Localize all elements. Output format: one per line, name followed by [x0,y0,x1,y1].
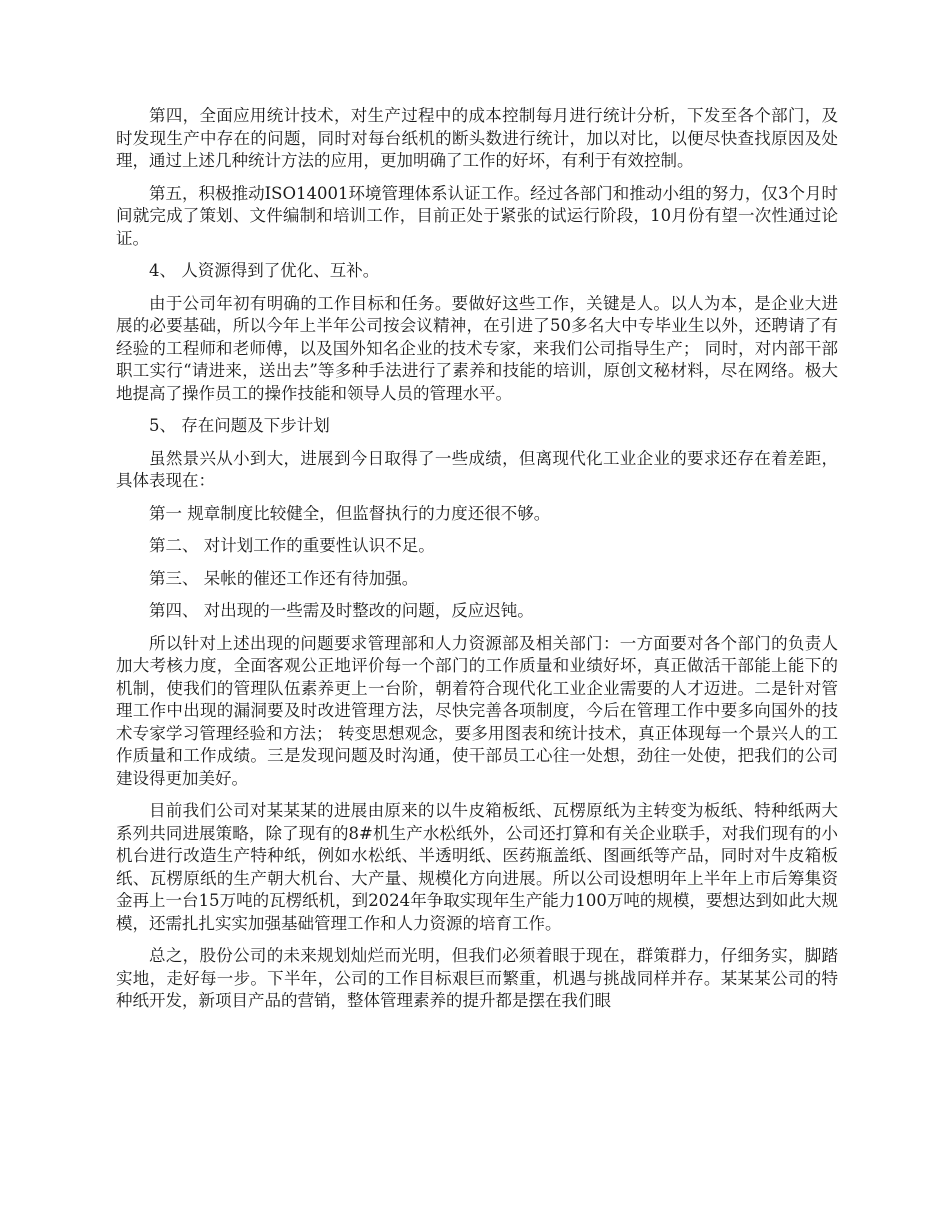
list-item-problem-3: 第三、 呆帐的催还工作还有待加强。 [149,568,419,588]
list-item-problem-4: 第四、 对出现的一些需及时整改的问题，反应迟钝。 [149,601,534,620]
paragraph-conclusion: 总之，股份公司的未来规划灿烂而光明，但我们必须着眼于现在，群策群力，仔细务实，脚踏实地，走好每一步。下半年，公司的工作目标艰巨而繁重，机遇与挑战同样并存。某某某公司的特种纸开发，新项目产品的营销，整体管理素养的提升都是摆在我们眼 [116,946,838,1010]
paragraph-gap-intro: 虽然景兴从小到大，进展到今日取得了一些成绩，但离现代化工业企业的要求还存在着差距，具体表现在： [116,448,838,490]
paragraph-iso14001: 第五，积极推动ISO14001环境管理体系认证工作。经过各部门和推动小组的努力，仅3个月时间就完成了策划、文件编制和培训工作，目前正处于紧张的试运行阶段，10月份有望一次性通过论证。 [116,183,838,248]
section-heading-hr-optimization: 4、 人资源得到了优化、互补。 [149,261,380,280]
section-heading-problems-plan: 5、 存在问题及下步计划 [149,416,330,435]
list-item-problem-1: 第一 规章制度比较健全，但监督执行的力度还很不够。 [149,503,551,523]
list-item-problem-2: 第二、 对计划工作的重要性认识不足。 [149,536,435,555]
paragraph-management-measures: 所以针对上述出现的问题要求管理部和人力资源部及相关部门：一方面要对各个部门的负责人加大考核力度，全面客观公正地评价每一个部门的工作质量和业绩好坏，真正做活干部能上能下的机制，使我们的管理队伍素养更上一台阶，朝着符合现代化工业企业需要的人才迈进。二是针对管理工作中出现的漏洞要及时改进管理方法，尽快完善各项制度，今后在管理工作中要多向国外的技术专家学习管理经验和方法； 转变思想观念，要多用图表和统计技术，真正体现每一个景兴人的工作质量和工作成绩。三是发现问题及时沟通，使干部员工心往一处想，劲往一处使，把我们的公司建设得更加美好。 [116,633,838,788]
document-body [116,105,838,1023]
paragraph-development-strategy: 目前我们公司对某某某的进展由原来的以牛皮箱板纸、瓦楞原纸为主转变为板纸、特种纸两大系列共同进展策略，除了现有的8#机生产水松纸外，公司还打算和有关企业联手，对我们现有的小机台进行改造生产特种纸，例如水松纸、半透明纸、医药瓶盖纸、图画纸等产品，同时对牛皮箱板纸、瓦楞原纸的生产朝大机台、大产量、规模化方向进展。所以公司设想明年上半年上市后筹集资金再上一台15万吨的瓦楞纸机，到2024年争取实现年生产能力100万吨的规模，要想达到如此大规模，还需扎扎实实加强基础管理工作和人力资源的培育工作。 [116,801,838,933]
paragraph-stat-techniques: 第四，全面应用统计技术，对生产过程中的成本控制每月进行统计分析，下发至各个部门，及时发现生产中存在的问题，同时对每台纸机的断头数进行统计，加以对比，以便尽快查找原因及处理，通过上述几种统计方法的应用，更加明确了工作的好坏，有利于有效控制。 [116,106,838,170]
paragraph-hr-details: 由于公司年初有明确的工作目标和任务。要做好这些工作，关键是人。以人为本，是企业大进展的必要基础，所以今年上半年公司按会议精神，在引进了50多名大中专毕业生以外，还聘请了有经验的工程师和老师傅，以及国外知名企业的技术专家，来我们公司指导生产； 同时，对内部干部职工实行“请进来，送出去”等多种手法进行了素养和技能的培训，原创文秘材料，尽在网络。极大地提高了操作员工的操作技能和领导人员的管理水平。 [116,293,838,403]
